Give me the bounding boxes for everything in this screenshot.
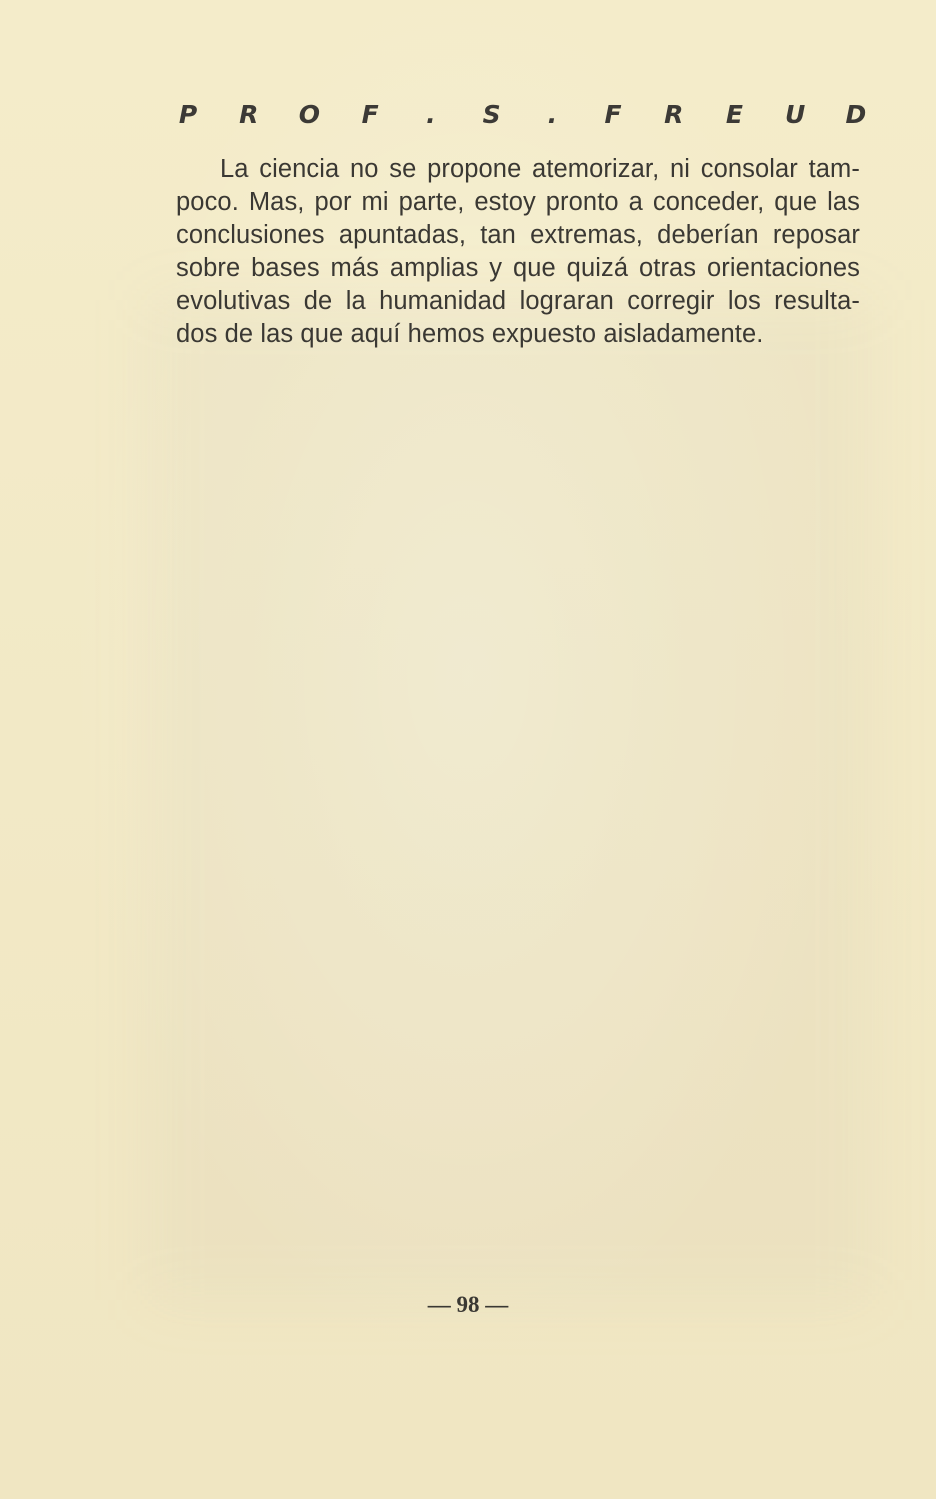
show-through-shadow xyxy=(150,300,870,1300)
running-head-letter: R xyxy=(239,99,259,129)
body-line: evolutivas de la humanidad lograran corregir los resulta- xyxy=(176,287,860,315)
body-paragraph xyxy=(176,153,860,351)
running-head-letter: E xyxy=(725,99,743,129)
running-head-letter: P xyxy=(178,99,198,129)
body-line: La ciencia no se propone atemorizar, ni consolar tam- xyxy=(220,155,860,183)
running-head-letter: . xyxy=(547,99,558,129)
running-head-letter: O xyxy=(298,99,321,129)
body-line: dos de las que aquí hemos expuesto aisladamente. xyxy=(176,320,764,348)
body-line: poco. Mas, por mi parte, estoy pronto a conceder, que las xyxy=(176,188,860,216)
running-head-letter: S xyxy=(482,99,501,129)
running-head-letter: U xyxy=(785,99,806,129)
body-line: sobre bases más amplias y que quizá otras orientaciones xyxy=(176,254,860,282)
running-head-letter: F xyxy=(361,99,379,129)
running-head-letter: R xyxy=(664,99,684,129)
page-number: — 98 — xyxy=(427,1292,509,1317)
running-head-letter: . xyxy=(426,99,436,129)
running-head-letter: F xyxy=(604,99,622,129)
running-head-letter: D xyxy=(845,99,867,129)
running-head xyxy=(176,92,868,136)
body-line: conclusiones apuntadas, tan extremas, deberían reposar xyxy=(176,221,860,249)
